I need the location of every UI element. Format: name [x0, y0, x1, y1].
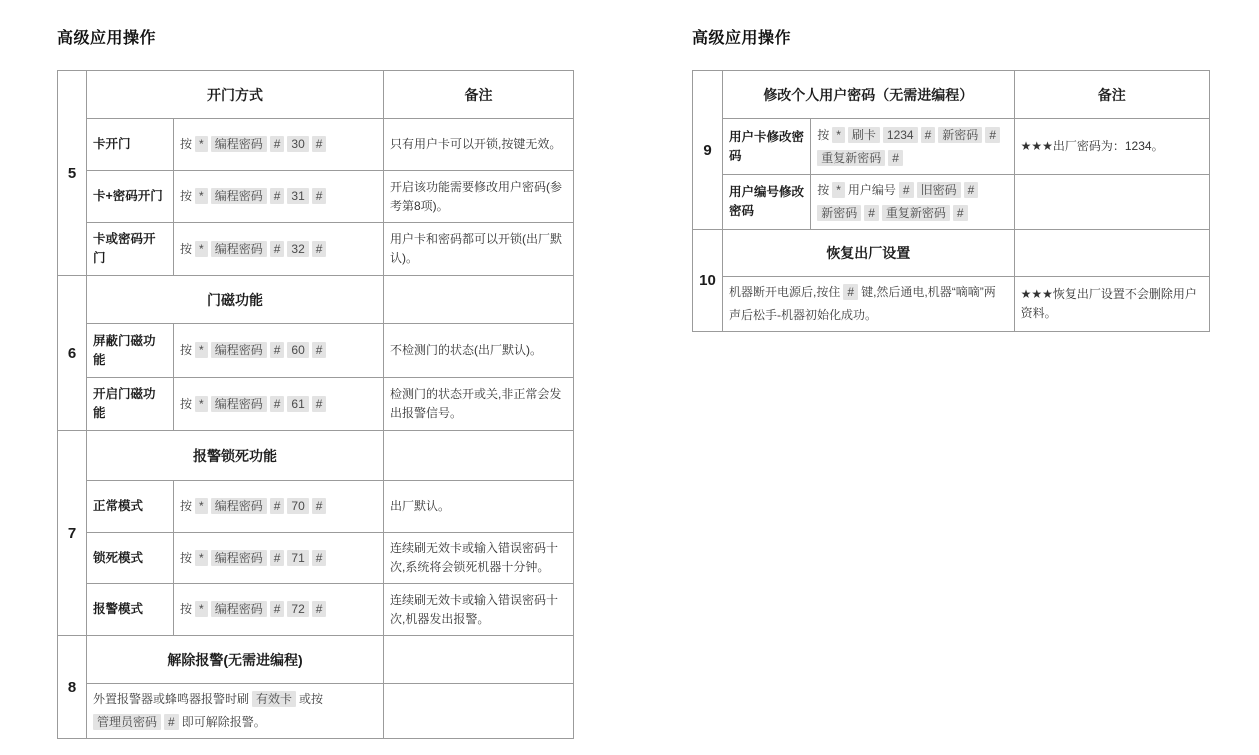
- operation-label: 正常模式: [87, 481, 174, 533]
- key-chip: 编程密码: [211, 188, 267, 204]
- key-chip: 61: [287, 396, 308, 412]
- remark-cell: 只有用户卡可以开锁,按键无效。: [384, 119, 574, 171]
- key-text: 按: [180, 189, 193, 203]
- key-chip: 60: [287, 342, 308, 358]
- left-page-title: 高级应用操作: [57, 30, 157, 47]
- key-chip: #: [899, 182, 914, 198]
- key-chip: #: [921, 127, 936, 143]
- group-number-6: 6: [58, 276, 87, 431]
- key-text: 键,然后通电,机器“嘀嘀”两声后松手-机器初始化成功。: [729, 285, 996, 322]
- remark-cell: 出厂默认。: [384, 481, 574, 533]
- key-chip: #: [312, 342, 327, 358]
- key-chip: 刷卡: [848, 127, 880, 143]
- remark-cell: ★★★恢复出厂设置不会删除用户资料。: [1014, 277, 1209, 332]
- key-chip: 新密码: [817, 205, 861, 221]
- key-text: 用户编号: [847, 183, 896, 197]
- key-chip: *: [832, 127, 845, 143]
- remark-column-header: 备注: [384, 71, 574, 119]
- key-text: 按: [180, 602, 193, 616]
- operation-label: 卡开门: [87, 119, 174, 171]
- key-text: 按: [817, 183, 830, 197]
- key-text: 或按: [299, 692, 324, 706]
- key-chip: #: [270, 601, 285, 617]
- group-number-7: 7: [58, 431, 87, 636]
- key-chip: #: [270, 342, 285, 358]
- key-text: 按: [180, 499, 193, 513]
- key-chip: #: [270, 241, 285, 257]
- remark-empty: [384, 684, 574, 739]
- remark-empty: [384, 276, 574, 324]
- key-chip: *: [195, 241, 208, 257]
- key-chip: 70: [287, 498, 308, 514]
- key-sequence: [174, 119, 384, 171]
- key-sequence: [174, 171, 384, 223]
- key-chip: 1234: [883, 127, 918, 143]
- key-chip: *: [195, 136, 208, 152]
- key-chip: #: [270, 550, 285, 566]
- operation-label: 锁死模式: [87, 533, 174, 584]
- key-chip: 32: [287, 241, 308, 257]
- key-sequence: [811, 175, 1014, 230]
- key-sequence: [174, 533, 384, 584]
- key-chip: #: [312, 136, 327, 152]
- key-chip: *: [832, 182, 845, 198]
- remark-empty: [384, 431, 574, 481]
- remark-cell: 不检测门的状态(出厂默认)。: [384, 324, 574, 378]
- key-text: 即可解除报警。: [181, 715, 266, 729]
- key-chip: #: [964, 182, 979, 198]
- group-number-9: 9: [693, 71, 723, 230]
- key-sequence: [174, 324, 384, 378]
- group-header-alarm-lock: 报警锁死功能: [87, 431, 384, 481]
- right-page-title: 高级应用操作: [692, 30, 792, 47]
- factory-reset-instructions: [723, 277, 1015, 332]
- key-chip: 31: [287, 188, 308, 204]
- key-sequence: [811, 119, 1014, 175]
- key-chip: *: [195, 188, 208, 204]
- key-chip: #: [888, 150, 903, 166]
- remark-column-header: 备注: [1014, 71, 1209, 119]
- key-sequence: [174, 223, 384, 276]
- remark-cell: 开启该功能需要修改用户密码(参考第8项)。: [384, 171, 574, 223]
- key-sequence: [174, 378, 384, 431]
- remark-empty: [1014, 230, 1209, 277]
- key-sequence: [174, 584, 384, 636]
- key-chip: 旧密码: [917, 182, 961, 198]
- key-chip: 编程密码: [211, 342, 267, 358]
- operation-label: 报警模式: [87, 584, 174, 636]
- key-text: 按: [180, 396, 193, 411]
- group-header-cancel-alarm: 解除报警(无需进编程): [87, 636, 384, 684]
- group-header-change-password: 修改个人用户密码（无需进编程）: [723, 71, 1015, 119]
- group-number-8: 8: [58, 636, 87, 739]
- operation-label: 开启门磁功能: [87, 378, 174, 431]
- key-chip: 编程密码: [211, 498, 267, 514]
- key-text: 按: [180, 550, 193, 565]
- remark-cell: 连续刷无效卡或输入错误密码十次,机器发出报警。: [384, 584, 574, 636]
- right-page: [692, 30, 1210, 332]
- remark-cell: 检测门的状态开或关,非正常会发出报警信号。: [384, 378, 574, 431]
- operation-label: 卡+密码开门: [87, 171, 174, 223]
- key-chip: #: [312, 601, 327, 617]
- key-chip: #: [270, 498, 285, 514]
- key-chip: 编程密码: [211, 550, 267, 566]
- operation-label: 用户卡修改密码: [723, 119, 811, 175]
- key-chip: #: [270, 136, 285, 152]
- cancel-alarm-instructions: [87, 684, 384, 739]
- remark-empty: [384, 636, 574, 684]
- remark-cell: [1014, 175, 1209, 230]
- key-chip: *: [195, 342, 208, 358]
- key-chip: *: [195, 601, 208, 617]
- key-chip: #: [312, 241, 327, 257]
- key-chip: 71: [287, 550, 308, 566]
- operation-label: 用户编号修改密码: [723, 175, 811, 230]
- remark-cell: ★★★出厂密码为：1234。: [1014, 119, 1209, 175]
- remark-cell: 用户卡和密码都可以开锁(出厂默认)。: [384, 223, 574, 276]
- key-text: 外置报警器或蜂鸣器报警时刷: [93, 692, 250, 706]
- key-sequence: [174, 481, 384, 533]
- key-chip: 重复新密码: [817, 150, 885, 166]
- key-chip: #: [270, 188, 285, 204]
- key-chip: #: [985, 127, 1000, 143]
- key-chip: #: [312, 188, 327, 204]
- group-number-5: 5: [58, 71, 87, 276]
- key-chip: #: [953, 205, 968, 221]
- key-chip: 管理员密码: [93, 714, 161, 730]
- group-header-door-sensor: 门磁功能: [87, 276, 384, 324]
- operation-label: 卡或密码开门: [87, 223, 174, 276]
- key-chip: *: [195, 550, 208, 566]
- key-chip: #: [843, 284, 858, 300]
- key-chip: 编程密码: [211, 396, 267, 412]
- key-text: 按: [180, 343, 193, 357]
- key-chip: 有效卡: [252, 691, 296, 707]
- key-chip: 编程密码: [211, 136, 267, 152]
- key-text: 按: [180, 137, 193, 151]
- key-chip: #: [164, 714, 179, 730]
- right-operations-table: [692, 70, 1210, 332]
- key-chip: 编程密码: [211, 241, 267, 257]
- key-chip: #: [864, 205, 879, 221]
- key-chip: *: [195, 396, 208, 412]
- group-header-factory-reset: 恢复出厂设置: [723, 230, 1015, 277]
- key-text: 按: [180, 241, 193, 256]
- operation-label: 屏蔽门磁功能: [87, 324, 174, 378]
- key-chip: 编程密码: [211, 601, 267, 617]
- key-text: 按: [817, 127, 830, 142]
- key-chip: 新密码: [938, 127, 982, 143]
- group-header-open-mode: 开门方式: [87, 71, 384, 119]
- key-chip: 重复新密码: [882, 205, 950, 221]
- key-chip: *: [195, 498, 208, 514]
- remark-cell: 连续刷无效卡或输入错误密码十次,系统将会锁死机器十分钟。: [384, 533, 574, 584]
- key-chip: #: [312, 550, 327, 566]
- key-chip: 30: [287, 136, 308, 152]
- key-chip: #: [270, 396, 285, 412]
- left-operations-table: [57, 70, 574, 739]
- key-chip: #: [312, 396, 327, 412]
- key-chip: 72: [287, 601, 308, 617]
- key-text: 机器断开电源后,按住: [729, 285, 841, 299]
- group-number-10: 10: [693, 230, 723, 332]
- key-chip: #: [312, 498, 327, 514]
- left-page: [57, 30, 573, 739]
